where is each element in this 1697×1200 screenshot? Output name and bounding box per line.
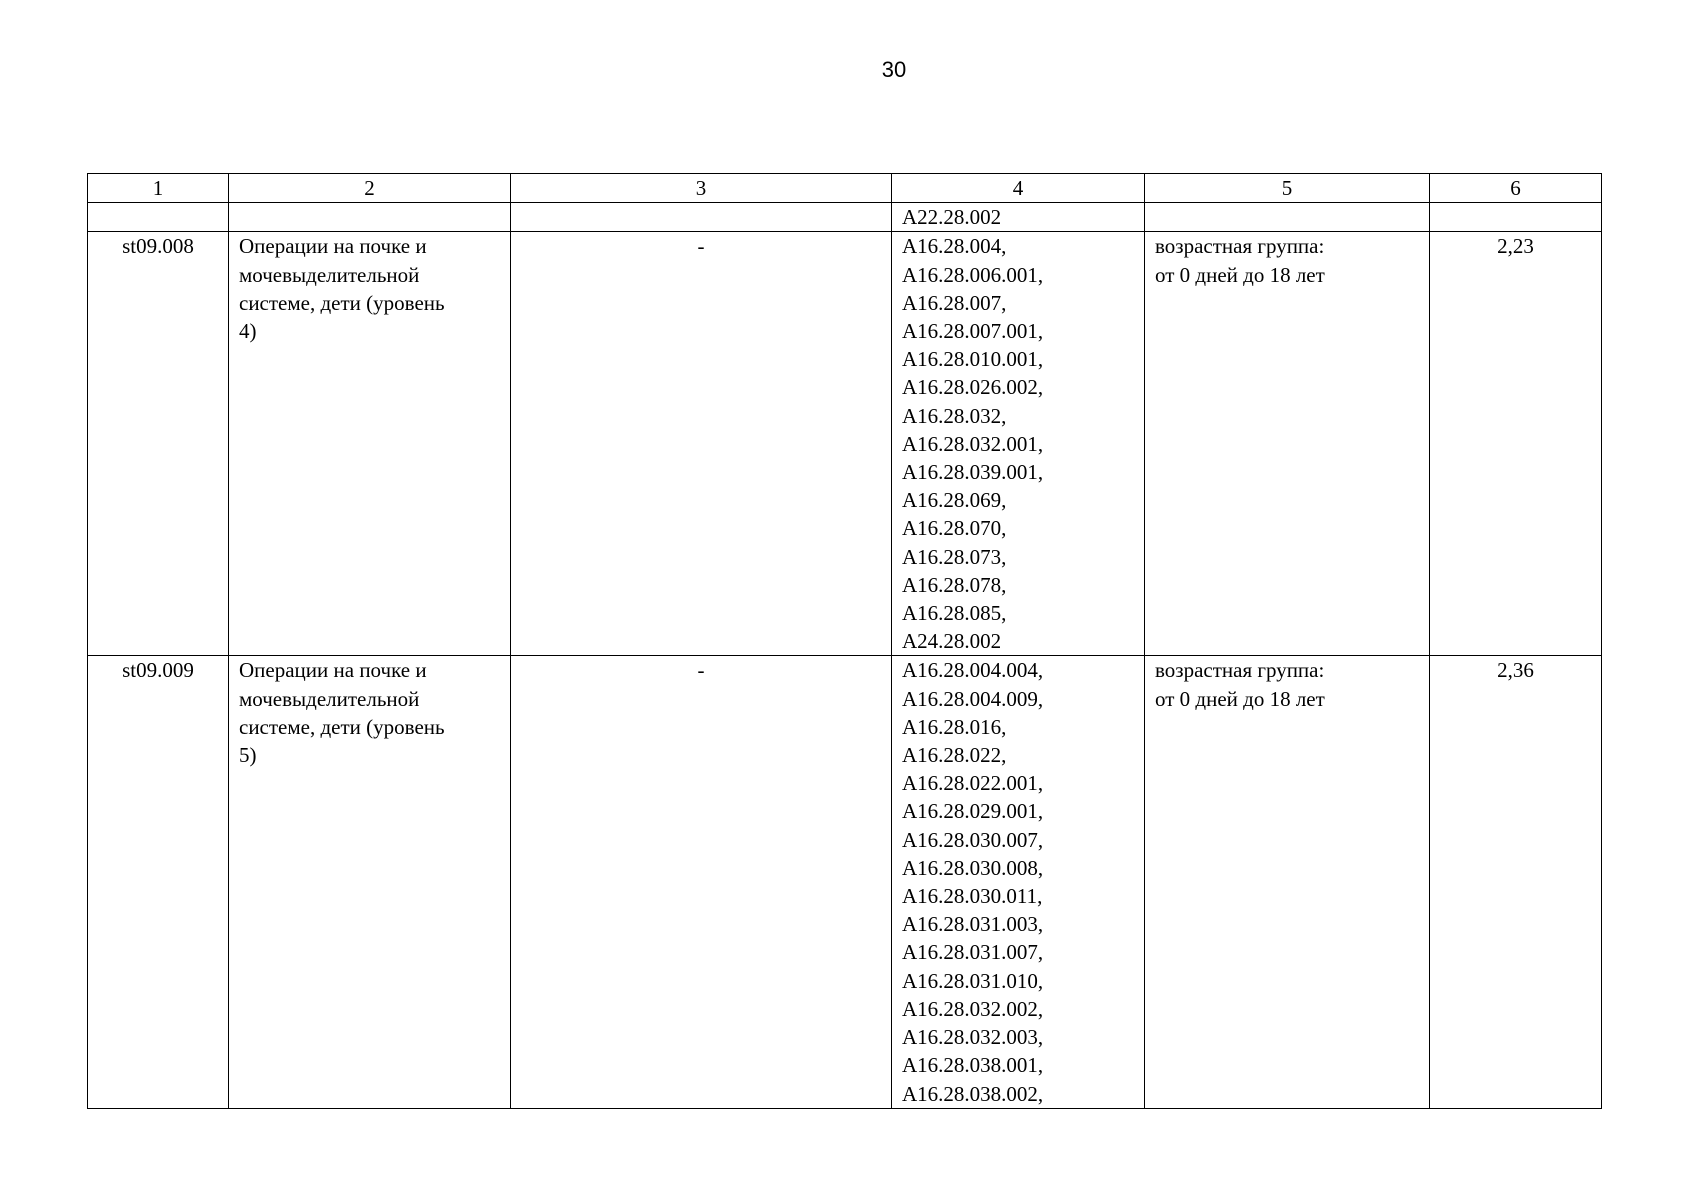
column-number-5: 5 [1145,174,1430,203]
service-code: A16.28.038.001, [902,1053,1044,1078]
service-code: A16.28.031.010, [902,968,1044,993]
row-diagnosis: - [511,232,892,656]
service-code: A16.28.032.003, [902,1025,1044,1050]
row-services [892,232,1145,656]
column-number-6: 6 [1430,174,1602,203]
row-name [229,232,511,656]
row-name-line: Операции на почке и [239,234,427,259]
service-code: A16.28.039.001, [902,460,1044,485]
continuation-coefficient-cell [1430,203,1602,232]
service-code: A16.28.022, [902,743,1007,768]
service-code: A16.28.031.003, [902,912,1044,937]
row-name-line: Операции на почке и [239,658,427,683]
continuation-code-cell [88,203,229,232]
row-criteria [1145,232,1430,656]
continuation-row [88,203,1602,232]
row-name-line: 4) [239,319,257,344]
service-code: A16.28.007.001, [902,319,1044,344]
row-name [229,656,511,1108]
service-code: A16.28.029.001, [902,799,1044,824]
row-name-line: системе, дети (уровень [239,290,445,315]
row-criteria [1145,656,1430,1108]
continuation-diagnosis-cell [511,203,892,232]
row-name-line: мочевыделительной [239,262,420,287]
criteria-line: от 0 дней до 18 лет [1155,686,1325,711]
service-code: A16.28.006.001, [902,262,1044,287]
row-services [892,656,1145,1108]
row-name-line: системе, дети (уровень [239,714,445,739]
service-code: A24.28.002 [902,629,1002,654]
service-code: A16.28.004.004, [902,658,1044,683]
page-number: 30 [881,57,907,82]
service-code: A16.28.007, [902,290,1007,315]
column-number-4: 4 [892,174,1145,203]
service-code: A16.28.004.009, [902,686,1044,711]
continuation-criteria-cell [1145,203,1430,232]
column-number-row [88,174,1602,203]
column-number-1: 1 [88,174,229,203]
service-code: A16.28.004, [902,234,1007,259]
service-code: A16.28.026.002, [902,375,1044,400]
service-code: A16.28.073, [902,544,1007,569]
service-code: A16.28.030.007, [902,827,1044,852]
criteria-line: возрастная группа: [1155,658,1325,683]
criteria-line: возрастная группа: [1155,234,1325,259]
continuation-name-cell [229,203,511,232]
continuation-services-cell [892,203,1145,232]
service-code: A22.28.002 [902,205,1002,230]
row-code: st09.009 [88,656,229,1108]
table-row [88,656,1602,1108]
row-diagnosis: - [511,656,892,1108]
service-code: A16.28.032.001, [902,431,1044,456]
row-name-line: мочевыделительной [239,686,420,711]
tariff-table [87,173,1602,1109]
service-code: A16.28.069, [902,488,1007,513]
column-number-2: 2 [229,174,511,203]
row-coefficient: 2,23 [1430,232,1602,656]
service-code: A16.28.022.001, [902,771,1044,796]
criteria-line: от 0 дней до 18 лет [1155,262,1325,287]
service-code: A16.28.016, [902,714,1007,739]
row-name-line: 5) [239,743,257,768]
service-code: A16.28.078, [902,572,1007,597]
service-code: A16.28.085, [902,601,1007,626]
service-code: A16.28.031.007, [902,940,1044,965]
service-code: A16.28.030.011, [902,884,1043,909]
table-row [88,232,1602,656]
service-code: A16.28.032.002, [902,996,1044,1021]
service-code: A16.28.070, [902,516,1007,541]
service-code: A16.28.038.002, [902,1081,1044,1106]
service-code: A16.28.032, [902,403,1007,428]
column-number-3: 3 [511,174,892,203]
row-coefficient: 2,36 [1430,656,1602,1108]
row-code: st09.008 [88,232,229,656]
service-code: A16.28.010.001, [902,347,1044,372]
service-code: A16.28.030.008, [902,855,1044,880]
